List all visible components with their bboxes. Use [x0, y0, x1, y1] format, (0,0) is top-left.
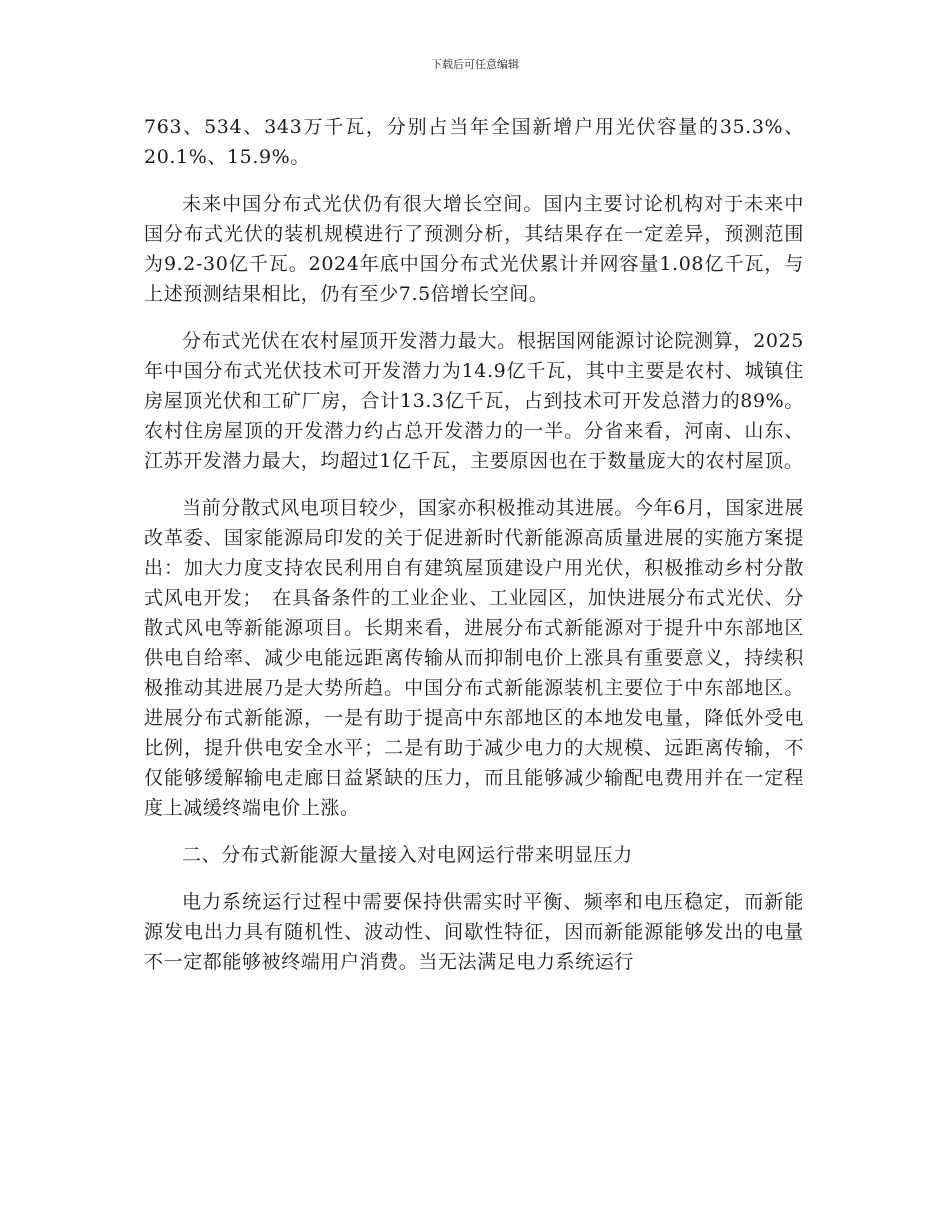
- paragraph-rural-rooftop: 分布式光伏在农村屋顶开发潜力最大。根据国网能源讨论院测算，2025年中国分布式光伏技术可开发潜力为14.9亿千瓦，其中主要是农村、城镇住房屋顶光伏和工矿厂房，合计13.3亿千瓦，占到技术可开发总潜力的89%。农村住房屋顶的开发潜力约占总开发潜力的一半。分省来看，河南、山东、江苏开发潜力最大，均超过1亿千瓦，主要原因也在于数量庞大的农村屋顶。: [144, 330, 804, 472]
- paragraph-grid-operation: 电力系统运行过程中需要保持供需实时平衡、频率和电压稳定，而新能源发电出力具有随机性、波动性、间歇性特征，因而新能源能够发出的电量不一定都能够被终端用户消费。当无法满足电力系统运行: [144, 891, 804, 973]
- paragraph-growth-space: 未来中国分布式光伏仍有很大增长空间。国内主要讨论机构对于未来中国分布式光伏的装机规模进行了预测分析，其结果存在一定差异，预测范围为9.2-30亿千瓦。2024年底中国分布式光伏累计并网容量1.08亿千瓦，与上述预测结果相比，仍有至少7.5倍增长空间。: [144, 193, 804, 305]
- section-heading: 二、分布式新能源大量接入对电网运行带来明显压力: [182, 844, 633, 866]
- document-body: [144, 112, 804, 994]
- paragraph-continuation: 763、534、343万千瓦，分别占当年全国新增户用光伏容量的35.3%、20.1%、15.9%。: [144, 116, 804, 168]
- page-header: 下载后可任意编辑: [431, 58, 519, 71]
- paragraph-distributed-wind: 当前分散式风电项目较少，国家亦积极推动其进展。今年6月，国家进展改革委、国家能源局印发的关于促进新时代新能源高质量进展的实施方案提出：加大力度支持农民利用自有建筑屋顶建设户用光伏，积极推动乡村分散式风电开发； 在具备条件的工业企业、工业园区，加快进展分布式光伏、分散式风电等新能源项目。长期来看，进展分布式新能源对于提升中东部地区供电自给率、减少电能远距离传输从而抑制电价上涨具有重要意义，持续积极推动其进展乃是大势所趋。中国分布式新能源装机主要位于中东部地区。进展分布式新能源，一是有助于提高中东部地区的本地发电量，降低外受电比例，提升供电安全水平；二是有助于减少电力的大规模、远距离传输，不仅能够缓解输电走廊日益紧缺的压力，而且能够减少输配电费用并在一定程度上减缓终端电价上涨。: [144, 497, 804, 819]
